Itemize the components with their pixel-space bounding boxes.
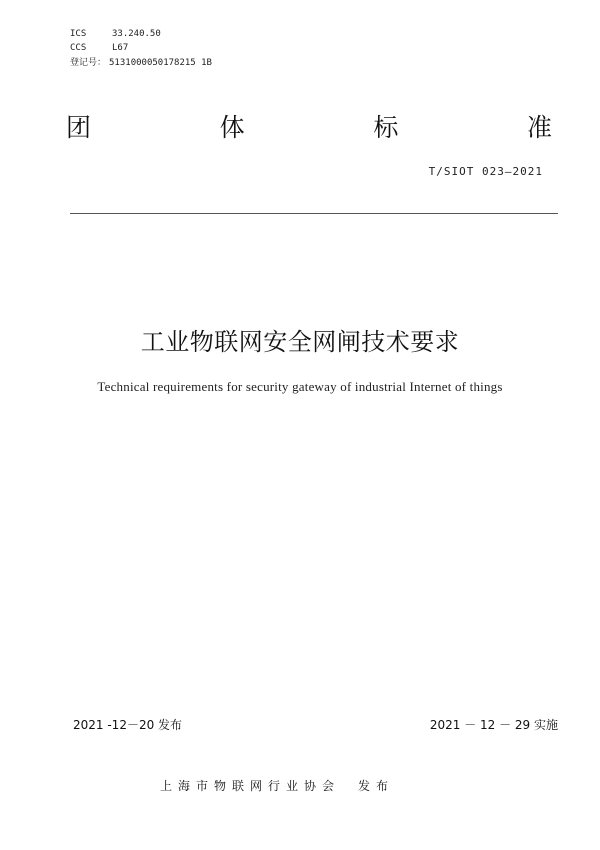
standard-type-char-1: 团	[66, 113, 92, 142]
implementation-date: 2021 － 12 － 29 实施	[429, 718, 558, 732]
document-title-chinese: 工业物联网安全网闸技术要求	[140, 328, 460, 356]
header-divider	[70, 213, 558, 214]
publisher-action: 发布	[358, 779, 395, 793]
standard-type-char-2: 体	[219, 113, 245, 142]
registration-number	[70, 58, 212, 69]
publisher-organization: 上海市物联网行业协会	[160, 779, 341, 793]
ccs-label: CCS	[70, 43, 87, 53]
document-title-english: Technical requirements for security gateway of industrial Internet of things	[97, 379, 503, 394]
publish-date: 2021 -12－20 发布	[73, 718, 183, 732]
standard-type-heading	[66, 113, 552, 143]
publisher-line	[160, 777, 394, 794]
ics-label: ICS	[70, 29, 87, 39]
ics-code	[70, 29, 161, 40]
ics-value: 33.240.50	[112, 29, 161, 39]
standard-type-char-3: 标	[373, 113, 399, 142]
ccs-value: L67	[112, 43, 129, 53]
registration-value: 5131000050178215 1B	[109, 58, 212, 68]
ccs-code	[70, 43, 128, 54]
standard-number: T/SIOT 023—2021	[428, 165, 543, 178]
standard-type-char-4: 准	[526, 113, 552, 142]
registration-label: 登记号：	[70, 58, 107, 68]
